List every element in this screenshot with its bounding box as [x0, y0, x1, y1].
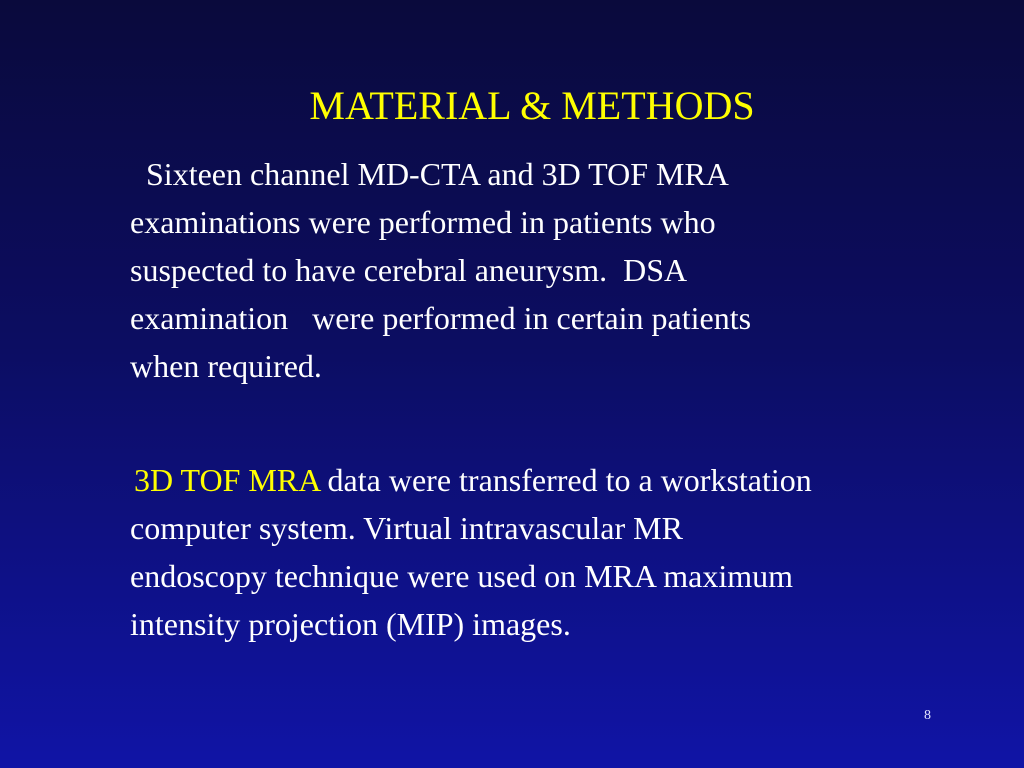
highlight-term: 3D TOF MRA	[134, 462, 320, 498]
paragraph-line: endoscopy technique were used on MRA maximum	[130, 558, 793, 594]
paragraph-line: intensity projection (MIP) images.	[130, 606, 571, 642]
paragraph-line	[130, 456, 990, 504]
paragraph-line: examination were performed in certain patients	[130, 300, 752, 336]
paragraph-line-text: Sixteen channel MD-CTA and 3D TOF MRA	[146, 156, 729, 192]
paragraph-methods-endoscopy	[130, 456, 990, 648]
slide-number: 8	[924, 708, 931, 723]
slide-title: MATERIAL & METHODS	[309, 83, 755, 128]
paragraph-line: suspected to have cerebral aneurysm. DSA	[130, 252, 688, 288]
paragraph-line	[130, 150, 990, 198]
paragraph-line-text: data were transferred to a workstation	[319, 462, 812, 498]
paragraph-line: when required.	[130, 348, 322, 384]
paragraph-methods-exams	[130, 150, 990, 390]
paragraph-line: examinations were performed in patients who	[130, 204, 716, 240]
paragraph-line: computer system. Virtual intravascular MR	[130, 510, 683, 546]
